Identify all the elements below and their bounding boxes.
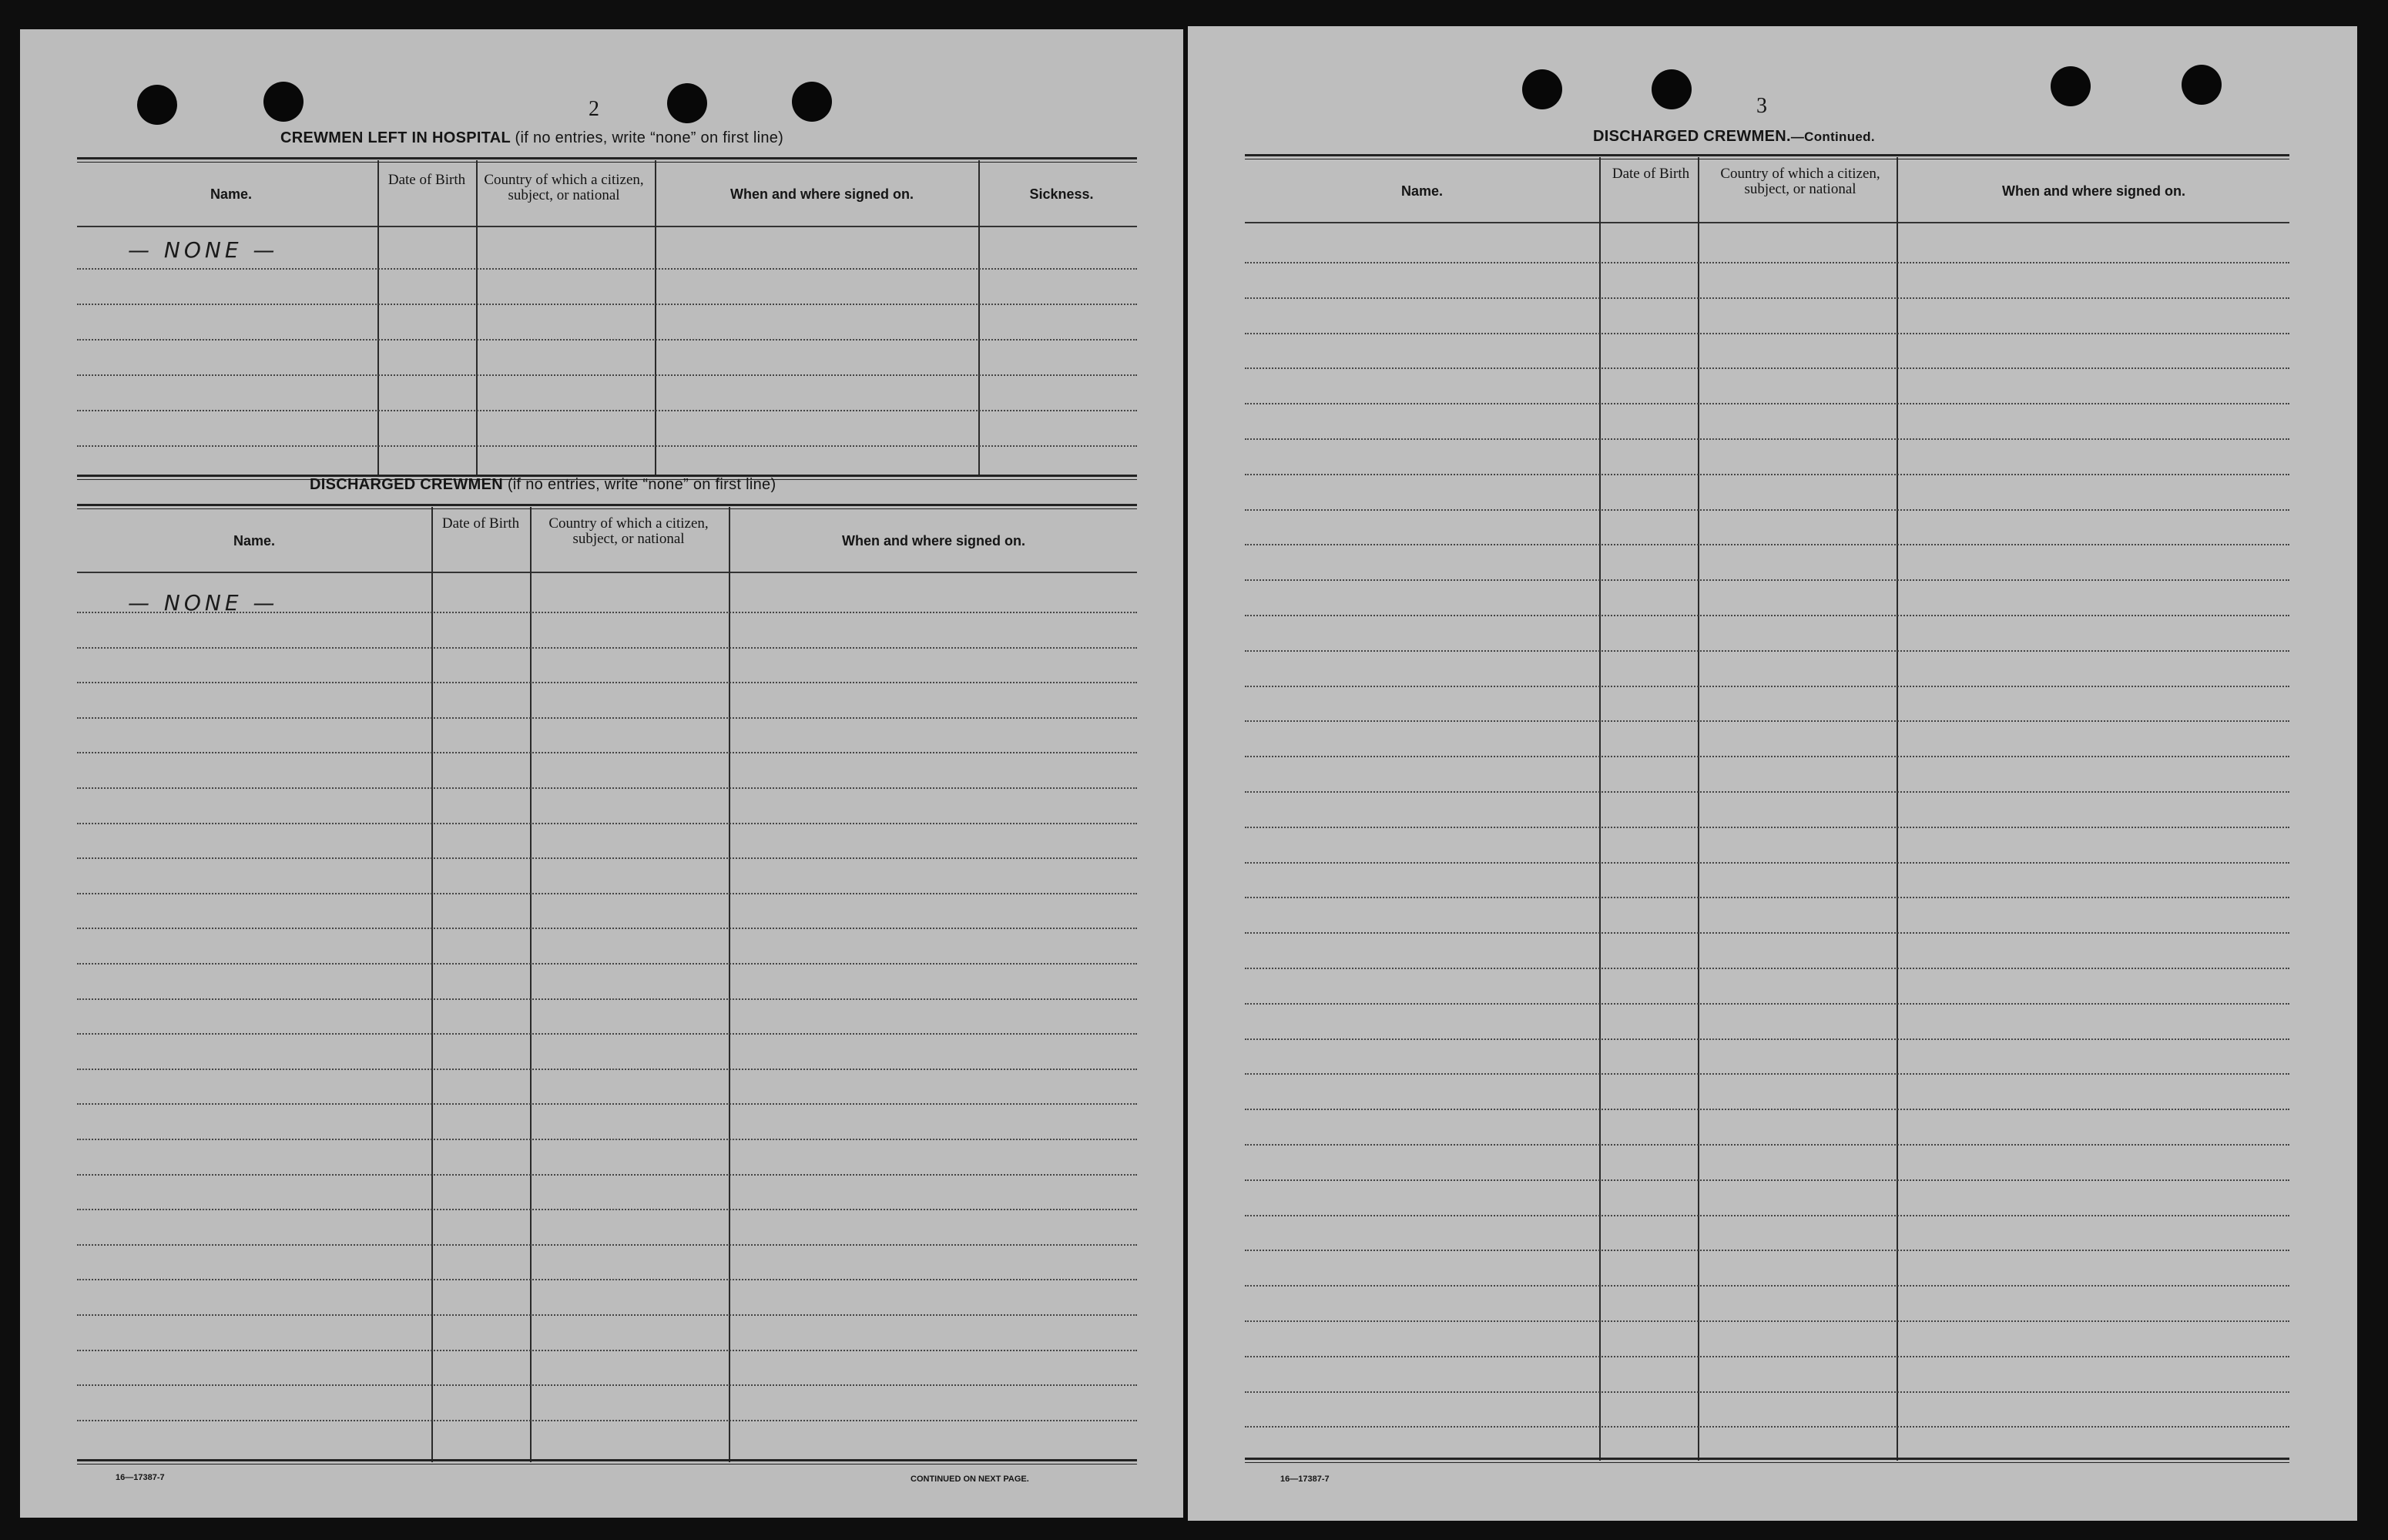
- entry-line: [77, 998, 1137, 1000]
- entry-line: [77, 963, 1137, 965]
- section-title: [310, 476, 776, 494]
- entry-line: [1245, 862, 2289, 864]
- entry-line: [1245, 1073, 2289, 1075]
- entry-line: [1245, 297, 2289, 299]
- column-divider: [1599, 157, 1601, 1461]
- column-header-sickness: Sickness.: [1029, 186, 1094, 202]
- entry-line: [77, 857, 1137, 859]
- entry-line: [1245, 1179, 2289, 1181]
- entry-line: [77, 1279, 1137, 1280]
- column-header-signed-on: When and where signed on.: [2001, 183, 2186, 199]
- entry-line: [1245, 756, 2289, 757]
- entry-line: [77, 1139, 1137, 1140]
- entry-line: [1245, 509, 2289, 511]
- entry-line: [1245, 262, 2289, 263]
- column-header-date-of-birth: Date of Birth: [1612, 166, 1690, 182]
- entry-line: [77, 787, 1137, 789]
- punch-hole: [2182, 65, 2222, 105]
- entry-line: [1245, 615, 2289, 616]
- section-title: [1593, 128, 1875, 146]
- column-header-date-of-birth: Date of Birth: [387, 172, 466, 188]
- page-number: 3: [1756, 94, 1767, 118]
- entry-line: [77, 1244, 1137, 1246]
- entry-line: [77, 1103, 1137, 1105]
- entry-line: [77, 1420, 1137, 1421]
- entry-line: [1245, 1391, 2289, 1393]
- entry-line: [77, 304, 1137, 305]
- punch-hole: [2051, 66, 2091, 106]
- header-rule: [1245, 222, 2289, 223]
- entry-line: [1245, 932, 2289, 934]
- entry-line: [1245, 897, 2289, 898]
- punch-hole: [263, 82, 304, 122]
- entry-line: [1245, 1038, 2289, 1040]
- punch-hole: [667, 83, 707, 123]
- table-bottom-rule: [1245, 1458, 2289, 1463]
- column-header-name: Name.: [210, 186, 253, 202]
- column-header-country: Country of which a citizen, subject, or national: [548, 515, 709, 547]
- continued-note: CONTINUED ON NEXT PAGE.: [911, 1475, 1029, 1484]
- entry-line: [77, 1350, 1137, 1351]
- punch-hole: [1522, 69, 1562, 109]
- entry-line: [1245, 791, 2289, 793]
- entry-line: [1245, 1320, 2289, 1322]
- entry-line: [77, 1314, 1137, 1316]
- section-title: [280, 129, 783, 147]
- column-divider: [655, 160, 656, 476]
- entry-line: [77, 445, 1137, 447]
- table-bottom-rule: [77, 1459, 1137, 1465]
- entry-line: [1245, 403, 2289, 404]
- entry-line: [77, 1209, 1137, 1210]
- entry-line: [77, 647, 1137, 649]
- form-number: 16—17387-7: [116, 1473, 165, 1482]
- entry-line: [77, 374, 1137, 376]
- column-header-country: Country of which a citizen, subject, or national: [484, 172, 644, 203]
- entry-line: [1245, 474, 2289, 475]
- entry-line: [77, 1174, 1137, 1176]
- column-divider: [1698, 157, 1699, 1461]
- entry-line: [77, 268, 1137, 270]
- entry-line: [77, 339, 1137, 341]
- entry-line: [77, 1069, 1137, 1070]
- entry-line: [1245, 827, 2289, 828]
- entry-line: [77, 752, 1137, 753]
- continued-label: —Continued.: [1790, 129, 1875, 144]
- column-divider: [431, 507, 433, 1462]
- entry-line: [1245, 968, 2289, 969]
- entry-line: [77, 893, 1137, 894]
- entry-line: [1245, 686, 2289, 687]
- punch-hole: [1652, 69, 1692, 109]
- entry-line: [1245, 438, 2289, 440]
- right-page: [1188, 26, 2357, 1521]
- entry-line: [77, 1033, 1137, 1035]
- entry-line: [1245, 1285, 2289, 1287]
- entry-line: [1245, 1003, 2289, 1005]
- entry-line: [1245, 1426, 2289, 1428]
- entry-line: [77, 1384, 1137, 1386]
- column-header-name: Name.: [233, 533, 276, 549]
- entry-line: [1245, 720, 2289, 722]
- discharged-title: DISCHARGED CREWMEN.: [1593, 128, 1791, 145]
- entry-line: [1245, 367, 2289, 369]
- entry-line: [1245, 1215, 2289, 1216]
- punch-hole: [137, 85, 177, 125]
- entry-line: [77, 682, 1137, 683]
- entry-line: [1245, 1109, 2289, 1110]
- column-header-name: Name.: [1400, 183, 1444, 199]
- left-page: [20, 29, 1183, 1518]
- punch-hole: [792, 82, 832, 122]
- column-header-signed-on: When and where signed on.: [841, 533, 1026, 549]
- table-top-rule: [1245, 154, 2289, 159]
- entry-line: [77, 717, 1137, 719]
- column-divider: [978, 160, 980, 476]
- entry-line: [77, 410, 1137, 411]
- entry-line: [1245, 1250, 2289, 1251]
- column-header-signed-on: When and where signed on.: [729, 186, 914, 202]
- hospital-instruction: (if no entries, write “none” on first line): [515, 129, 784, 146]
- hospital-title: CREWMEN LEFT IN HOSPITAL: [280, 129, 511, 146]
- column-header-country: Country of which a citizen, subject, or national: [1720, 166, 1880, 197]
- table-top-rule: [77, 504, 1137, 509]
- entry-line: [77, 928, 1137, 929]
- discharged-title: DISCHARGED CREWMEN: [310, 476, 503, 493]
- page-number: 2: [589, 97, 599, 121]
- header-rule: [77, 572, 1137, 573]
- entry-line: [77, 823, 1137, 824]
- column-divider: [729, 507, 730, 1462]
- entry-line: [1245, 1356, 2289, 1357]
- column-divider: [530, 507, 532, 1462]
- handwritten-entry: — NONE —: [128, 237, 279, 263]
- column-divider: [476, 160, 478, 476]
- column-divider: [1897, 157, 1898, 1461]
- entry-line: [1245, 579, 2289, 581]
- entry-line: [1245, 1144, 2289, 1146]
- entry-line: [1245, 544, 2289, 545]
- handwritten-entry: — NONE —: [128, 590, 279, 616]
- entry-line: [1245, 650, 2289, 652]
- form-number: 16—17387-7: [1280, 1475, 1330, 1484]
- column-header-date-of-birth: Date of Birth: [441, 515, 520, 532]
- entry-line: [1245, 333, 2289, 334]
- discharged-instruction: (if no entries, write “none” on first line): [507, 476, 776, 493]
- column-divider: [377, 160, 379, 476]
